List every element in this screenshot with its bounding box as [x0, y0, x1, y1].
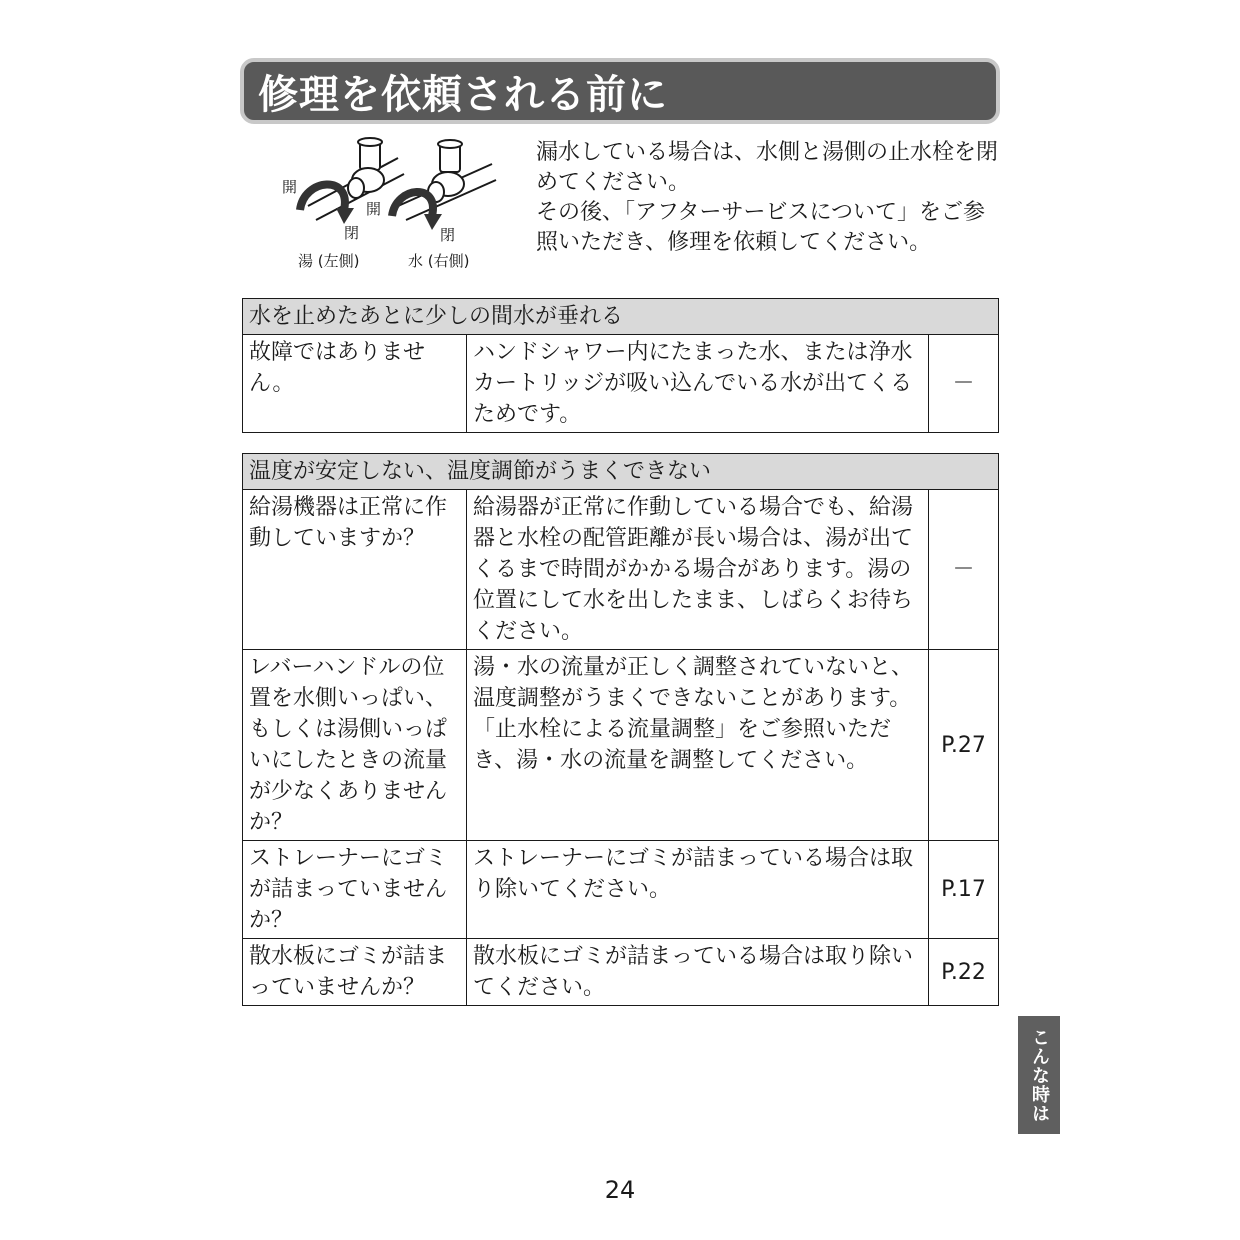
table-row: [243, 490, 999, 650]
hot-open-label: 開: [282, 178, 298, 196]
reference-cell: P.22: [929, 939, 999, 1006]
reference-cell: －: [929, 335, 999, 433]
intro-line-1: 漏水している場合は、水側と湯側の止水栓を閉めてください。: [536, 140, 999, 195]
reference-cell: －: [929, 490, 999, 650]
action-cell: 給湯器が正常に作動している場合でも、給湯器と水栓の配管距離が長い場合は、湯が出てくるまで時間がかかる場合があります。湯の位置にして水を出したまま、しばらくお待ちください。: [467, 490, 929, 650]
reference-cell: P.17: [929, 841, 999, 939]
table-row: [243, 841, 999, 939]
intro-line-2: その後、「アフターサービスについて」をご参照いただき、修理を依頼してください。: [536, 200, 986, 255]
table-row: [243, 335, 999, 433]
hot-close-label: 閉: [344, 224, 360, 242]
troubleshoot-table-temperature: [242, 453, 999, 1006]
table-header: 水を止めたあとに少しの間水が垂れる: [243, 299, 999, 335]
table-row: [243, 939, 999, 1006]
hot-valve-icon: [308, 138, 404, 220]
intro-text: [536, 138, 1006, 258]
page-title-bar: [240, 58, 1000, 124]
hot-side-label: 湯 (左側): [298, 252, 360, 270]
check-cell: ストレーナーにゴミが詰まっていませんか？: [243, 841, 467, 939]
cold-close-label: 閉: [440, 226, 456, 244]
action-cell: 散水板にゴミが詰まっている場合は取り除いてください。: [467, 939, 929, 1006]
check-cell: 給湯機器は正常に作動していますか？: [243, 490, 467, 650]
cold-open-label: 開: [366, 200, 382, 218]
cold-side-label: 水 (右側): [408, 252, 470, 270]
page-title: 修理を依頼される前に: [258, 71, 668, 118]
troubleshoot-table-dripping: [242, 298, 999, 433]
stop-valve-illustration: [268, 134, 508, 274]
page-number: 24: [604, 1176, 636, 1204]
stop-valve-diagram: [268, 134, 508, 274]
hot-rotate-arrow-icon: [300, 184, 354, 224]
action-cell: ストレーナーにゴミが詰まっている場合は取り除いてください。: [467, 841, 929, 939]
section-side-tab: こんな時は: [1018, 1016, 1060, 1134]
action-cell: 湯・水の流量が正しく調整されていないと、温度調整がうまくできないことがあります。「止水栓による流量調整」をご参照いただき、湯・水の流量を調整してください。: [467, 650, 929, 841]
reference-cell: P.27: [929, 650, 999, 841]
table-row: [243, 650, 999, 841]
table-header: 温度が安定しない、温度調節がうまくできない: [243, 454, 999, 490]
check-cell: 散水板にゴミが詰まっていませんか？: [243, 939, 467, 1006]
cold-valve-icon: [398, 140, 496, 220]
action-cell: ハンドシャワー内にたまった水、または浄水カートリッジが吸い込んでいる水が出てくるためです。: [467, 335, 929, 433]
check-cell: 故障ではありません。: [243, 335, 467, 433]
check-cell: レバーハンドルの位置を水側いっぱい、もしくは湯側いっぱいにしたときの流量が少なくありませんか？: [243, 650, 467, 841]
